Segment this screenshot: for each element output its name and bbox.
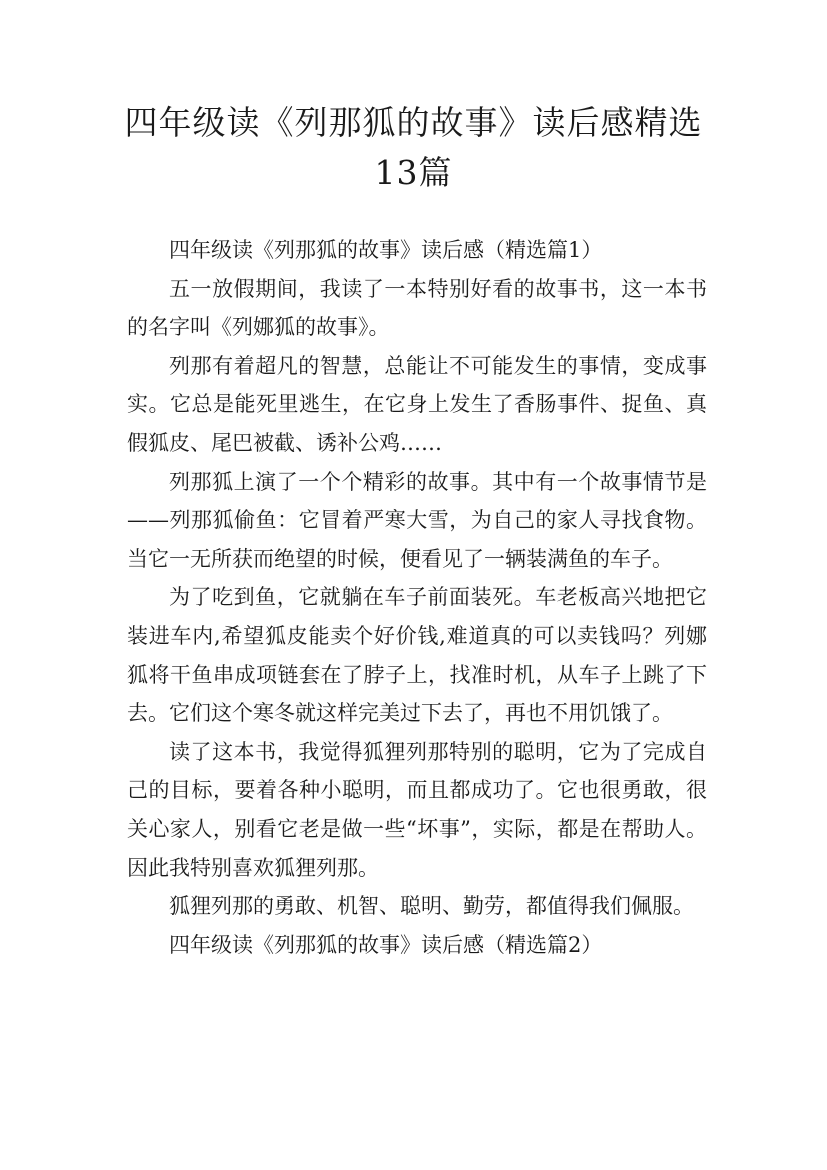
section-heading-2: 四年级读《列那狐的故事》读后感（精选篇2） [169, 932, 603, 957]
section-heading-1: 四年级读《列那狐的故事》读后感（精选篇1） [169, 238, 603, 262]
paragraph: 读了这本书，我觉得狐狸列那特别的聪明，它为了完成自己的目标，要着各种小聪明，而且都成功了。它也很勇敢，很关心家人，别看它老是做一些“坏事”，实际，都是在帮助人。因此我特别喜欢狐狸列那。 [127, 739, 707, 880]
document-title: 四年级读《列那狐的故事》读后感精选13篇 [124, 103, 703, 192]
document-body [127, 231, 707, 964]
paragraph: 五一放假期间，我读了一本特别好看的故事书，这一本书的名字叫《列娜狐的故事》。 [127, 276, 707, 340]
paragraph: 狐狸列那的勇敢、机智、聪明、勤劳，都值得我们佩服。 [169, 894, 694, 919]
paragraph: 为了吃到鱼，它就躺在车子前面装死。车老板高兴地把它装进车内,希望狐皮能卖个好价钱,难道真的可以卖钱吗？列娜狐将干鱼串成项链套在了脖子上，找准时机，从车子上跳了下去。它们这个寒冬就这样完美过下去了，再也不用饥饿了。 [127, 585, 707, 726]
paragraph: 列那狐上演了一个个精彩的故事。其中有一个故事情节是——列那狐偷鱼：它冒着严寒大雪，为自己的家人寻找食物。当它一无所获而绝望的时候，便看见了一辆装满鱼的车子。 [127, 469, 707, 571]
paragraph: 列那有着超凡的智慧，总能让不可能发生的事情，变成事实。它总是能死里逃生，在它身上发生了香肠事件、捉鱼、真假狐皮、尾巴被截、诱补公鸡…… [127, 353, 707, 455]
